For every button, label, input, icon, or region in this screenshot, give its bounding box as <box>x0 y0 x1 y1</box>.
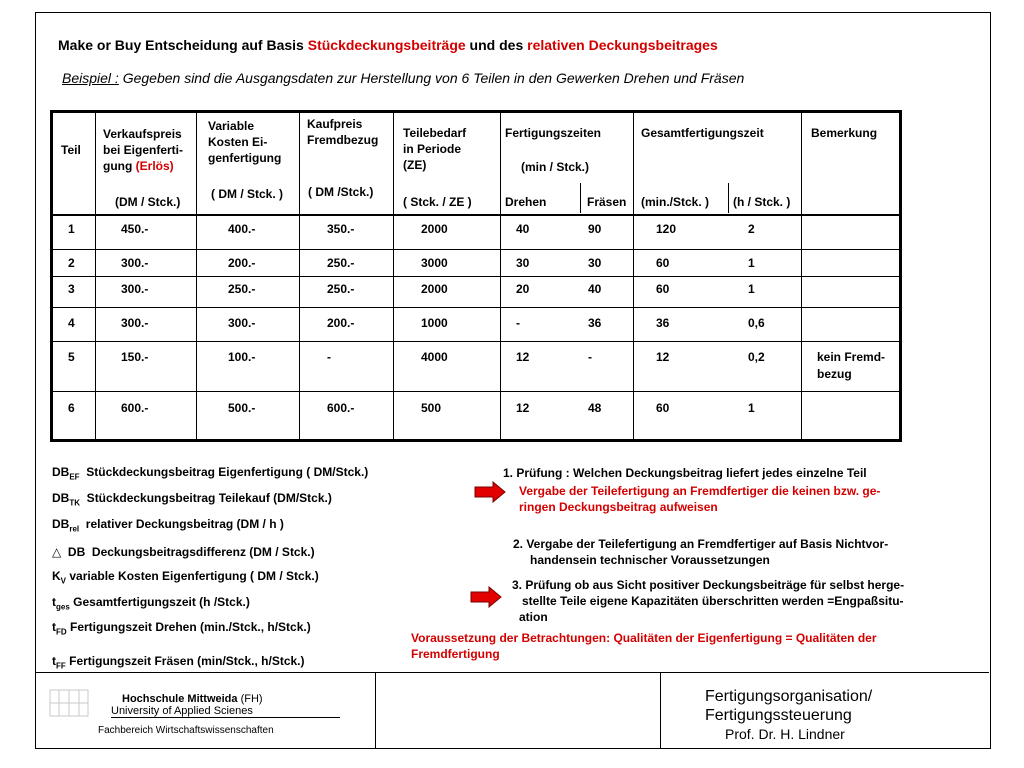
legend-symbol: t <box>52 654 56 668</box>
course-title-line2: Fertigungssteuerung <box>705 707 852 724</box>
check-3-line3: ation <box>519 610 548 624</box>
cell-teil: 1 <box>68 222 75 236</box>
header-var-line2: Kosten Ei- <box>208 135 268 149</box>
cell-gmin: 60 <box>656 282 670 296</box>
cell-vk: 150.- <box>121 350 149 364</box>
header-verkaufspreis <box>103 126 183 174</box>
arrow-right-icon <box>470 586 502 608</box>
cell-fraes: 30 <box>588 256 602 270</box>
check-3-line1: 3. Prüfung ob aus Sicht positiver Deckungsbeiträge für selbst herge- <box>512 578 905 592</box>
header-kauf-unit: ( DM /Stck.) <box>308 185 374 199</box>
header-kauf-line2: Fremdbezug <box>307 133 379 147</box>
cell-gmin: 60 <box>656 256 670 270</box>
cell-kauf: 200.- <box>327 316 355 330</box>
header-fert-unit: (min / Stck.) <box>521 160 590 174</box>
header-rule <box>53 214 899 216</box>
cell-vk: 450.- <box>121 222 149 236</box>
cell-gh: 2 <box>748 222 755 236</box>
check-1-conclusion <box>519 483 880 515</box>
header-gesamtfertigungszeit: Gesamtfertigungszeit <box>641 126 764 140</box>
footer-divider <box>660 673 661 748</box>
cell-bem2: bezug <box>817 367 852 381</box>
legend-text: variable Kosten Eigenfertigung ( DM / Stck.) <box>66 569 319 583</box>
legend-item <box>52 654 305 670</box>
title-highlight-1: Stückdeckungsbeiträge <box>307 37 466 53</box>
header-ges-unit-min: (min./Stck. ) <box>641 195 710 209</box>
check-3 <box>512 577 904 625</box>
header-kaufpreis <box>307 116 378 148</box>
cell-vk: 600.- <box>121 401 149 415</box>
cell-gmin: 36 <box>656 316 670 330</box>
header-vk-unit: (DM / Stck.) <box>115 195 181 209</box>
header-fraesen: Fräsen <box>587 195 627 209</box>
header-var-line1: Variable <box>208 119 255 133</box>
cell-var: 300.- <box>228 316 256 330</box>
header-drehen: Drehen <box>505 195 547 209</box>
legend-symbol: DB <box>52 491 70 505</box>
cell-fraes: 40 <box>588 282 602 296</box>
cell-fraes: 48 <box>588 401 602 415</box>
legend-subscript: rel <box>69 524 80 534</box>
sub-col-line <box>580 183 581 213</box>
cell-bed: 4000 <box>421 350 448 364</box>
school-name-fh: (FH) <box>237 693 263 705</box>
legend-item <box>52 517 284 533</box>
cell-teil: 4 <box>68 316 75 330</box>
legend-symbol: t <box>52 620 56 634</box>
department: Fachbereich Wirtschaftswissenschaften <box>98 725 274 736</box>
cell-fraes: - <box>588 350 592 364</box>
title-highlight-2: relativen Deckungsbeitrages <box>527 37 718 53</box>
example-text: Gegeben sind die Ausgangsdaten zur Herstellung von 6 Teilen in den Gewerken Drehen und Fräsen <box>118 70 745 86</box>
legend-item <box>52 491 332 507</box>
header-vk-erloes: (Erlös) <box>135 159 174 173</box>
row-line <box>53 391 899 392</box>
check-1-conclusion-line1: Vergabe der Teilefertigung an Fremdfertiger die keinen bzw. ge- <box>519 484 881 498</box>
school-name-bold: Hochschule Mittweida <box>122 693 238 705</box>
cell-var: 200.- <box>228 256 256 270</box>
header-variable-kosten <box>208 118 281 166</box>
header-ges-unit-h: (h / Stck. ) <box>733 195 791 209</box>
header-var-unit: ( DM / Stck. ) <box>211 187 284 201</box>
sub-col-line <box>728 183 729 213</box>
example-line <box>62 70 744 86</box>
cell-teil: 5 <box>68 350 75 364</box>
row-line <box>53 341 899 342</box>
prerequisite-note <box>411 630 877 662</box>
school-name-en: University of Applied Scienes <box>111 705 340 718</box>
cell-bed: 1000 <box>421 316 448 330</box>
check-3-line2: stellte Teile eigene Kapazitäten überschritten werden =Engpaßsitu- <box>522 594 904 608</box>
header-fertigungszeiten: Fertigungszeiten <box>505 126 602 140</box>
arrow-right-icon <box>474 481 506 503</box>
cell-fraes: 90 <box>588 222 602 236</box>
cell-teil: 6 <box>68 401 75 415</box>
legend-subscript: TK <box>69 498 81 508</box>
cell-dreh: 12 <box>516 401 530 415</box>
legend-text: Stückdeckungsbeitrag Eigenfertigung ( DM/Stck.) <box>79 465 369 479</box>
legend-text: DB Deckungsbeitragsdifferenz (DM / Stck.) <box>61 545 315 559</box>
cell-dreh: 30 <box>516 256 530 270</box>
cell-dreh: 40 <box>516 222 530 236</box>
title-middle: und des <box>465 37 528 53</box>
legend-subscript: ges <box>56 602 70 612</box>
legend-item <box>52 569 319 585</box>
legend-text: Gesamtfertigungszeit (h /Stck.) <box>69 595 250 609</box>
header-kauf-line1: Kaufpreis <box>307 117 363 131</box>
legend-symbol: DB <box>52 517 70 531</box>
row-line <box>53 307 899 308</box>
cell-teil: 2 <box>68 256 75 270</box>
cell-gmin: 12 <box>656 350 670 364</box>
cell-gmin: 60 <box>656 401 670 415</box>
cell-dreh: - <box>516 316 520 330</box>
header-vk-line3: gung <box>103 159 136 173</box>
check-1-conclusion-line2: ringen Deckungsbeitrag aufweisen <box>519 500 718 514</box>
course-title <box>705 687 872 725</box>
cell-bed: 3000 <box>421 256 448 270</box>
check-2-line1: 2. Vergabe der Teilefertigung an Fremdfertiger auf Basis Nichtvor- <box>513 537 889 551</box>
cell-var: 500.- <box>228 401 256 415</box>
cell-gh: 1 <box>748 401 755 415</box>
legend-subscript: EF <box>69 472 80 482</box>
cell-kauf: 600.- <box>327 401 355 415</box>
legend-symbol: t <box>52 595 56 609</box>
legend-item <box>52 465 368 481</box>
header-bed-line2: in Periode <box>403 142 462 156</box>
check-1: 1. Prüfung : Welchen Deckungsbeitrag liefert jedes einzelne Teil <box>503 466 867 480</box>
cell-gh: 1 <box>748 282 755 296</box>
cell-bed: 2000 <box>421 282 448 296</box>
cell-var: 100.- <box>228 350 256 364</box>
cell-kauf: 350.- <box>327 222 355 236</box>
page-title <box>58 37 718 53</box>
header-bemerkung: Bemerkung <box>811 126 878 140</box>
check-2-line2: handensein technischer Voraussetzungen <box>530 553 770 567</box>
legend-item <box>52 545 315 561</box>
check-2 <box>513 536 888 568</box>
cell-var: 250.- <box>228 282 256 296</box>
cell-gh: 0,2 <box>748 350 765 364</box>
row-line <box>53 249 899 250</box>
cell-vk: 300.- <box>121 282 149 296</box>
data-table <box>50 110 902 442</box>
header-teil: Teil <box>61 143 81 157</box>
cell-bed: 2000 <box>421 222 448 236</box>
cell-kauf: 250.- <box>327 282 355 296</box>
legend-text: relativer Deckungsbeitrag (DM / h ) <box>79 517 284 531</box>
header-bed-line3: (ZE) <box>403 158 427 172</box>
footer-divider <box>375 673 376 748</box>
cell-gh: 0,6 <box>748 316 765 330</box>
legend-item <box>52 595 250 611</box>
header-teilebedarf <box>403 125 466 173</box>
cell-kauf: 250.- <box>327 256 355 270</box>
footer <box>35 672 989 748</box>
course-title-line1: Fertigungsorganisation/ <box>705 688 873 705</box>
header-vk-line1: Verkaufspreis <box>103 127 182 141</box>
cell-teil: 3 <box>68 282 75 296</box>
header-vk-line2: bei Eigenferti- <box>103 143 184 157</box>
legend-subscript: FF <box>56 661 66 671</box>
header-bed-line1: Teilebedarf <box>403 126 467 140</box>
legend-symbol: DB <box>52 465 70 479</box>
university-logo-icon <box>49 689 89 717</box>
row-line <box>53 276 899 277</box>
cell-kauf: - <box>327 350 331 364</box>
legend-text: Fertigungszeit Drehen (min./Stck., h/Stck.) <box>66 620 311 634</box>
cell-fraes: 36 <box>588 316 602 330</box>
professor: Prof. Dr. H. Lindner <box>725 726 845 742</box>
cell-gh: 1 <box>748 256 755 270</box>
cell-gmin: 120 <box>656 222 677 236</box>
legend-subscript: FD <box>56 627 67 637</box>
school-name <box>122 693 263 705</box>
legend-text: Fertigungszeit Fräsen (min/Stck., h/Stck.) <box>65 654 305 668</box>
legend-symbol: K <box>52 569 61 583</box>
cell-var: 400.- <box>228 222 256 236</box>
legend-text: Stückdeckungsbeitrag Teilekauf (DM/Stck.) <box>80 491 332 505</box>
legend-symbol: △ <box>52 545 62 559</box>
prerequisite-note-line2: Fremdfertigung <box>411 647 500 661</box>
example-label: Beispiel : <box>62 70 119 86</box>
cell-vk: 300.- <box>121 256 149 270</box>
cell-bed: 500 <box>421 401 442 415</box>
cell-bem1: kein Fremd- <box>817 350 886 364</box>
header-bed-unit: ( Stck. / ZE ) <box>403 195 472 209</box>
legend-item <box>52 620 311 636</box>
prerequisite-note-line1: Voraussetzung der Betrachtungen: Qualitäten der Eigenfertigung = Qualitäten der <box>411 631 877 645</box>
legend-subscript: V <box>60 576 67 586</box>
title-prefix: Make or Buy Entscheidung auf Basis <box>58 37 308 53</box>
cell-dreh: 12 <box>516 350 530 364</box>
header-var-line3: genfertigung <box>208 151 282 165</box>
cell-vk: 300.- <box>121 316 149 330</box>
cell-dreh: 20 <box>516 282 530 296</box>
